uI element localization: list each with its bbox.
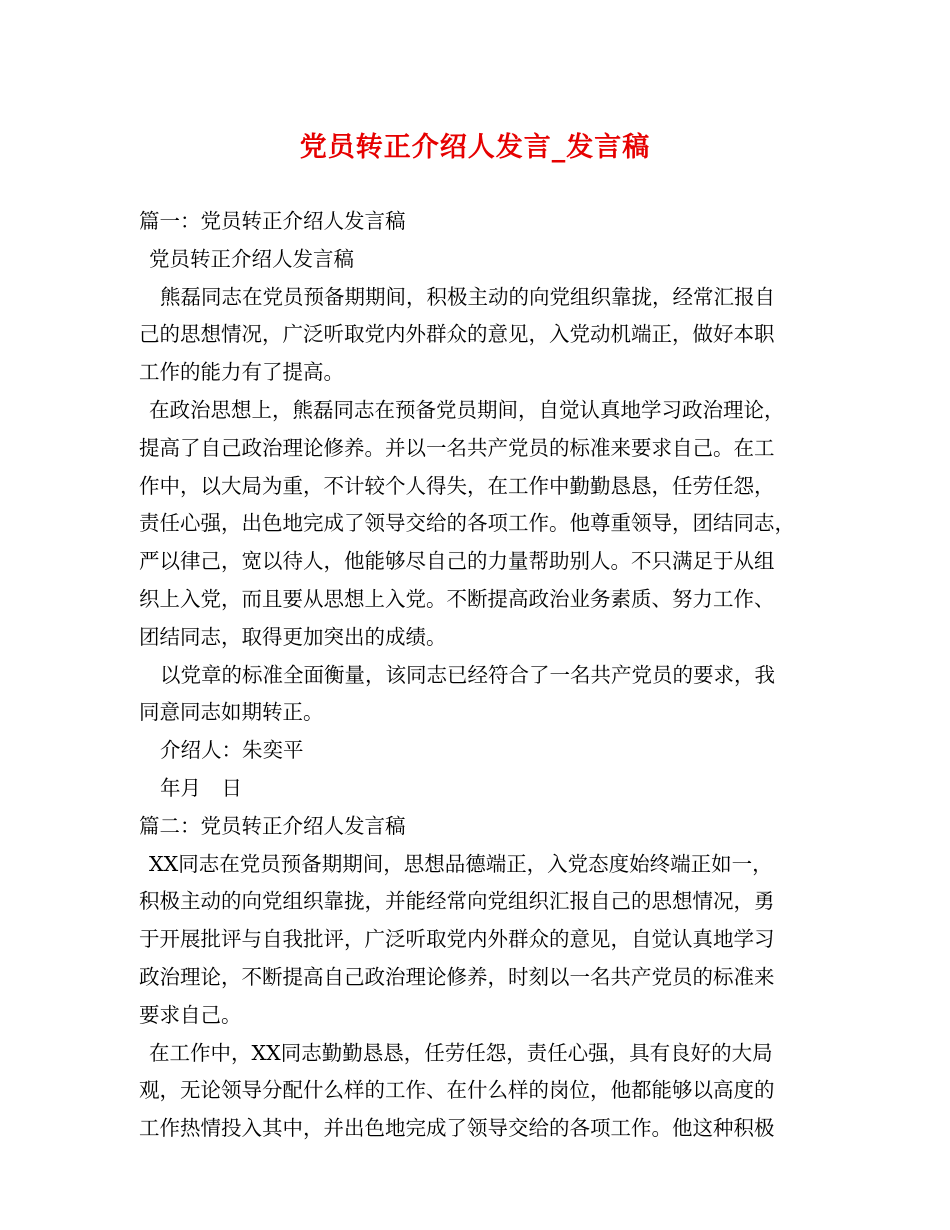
- date-line: 年月 日: [160, 775, 242, 800]
- section-heading: 篇二：党员转正介绍人发言稿: [139, 813, 406, 838]
- paragraph-line: 织上入党，而且要从思想上入党。不断提高政治业务素质、努力工作、: [139, 586, 775, 611]
- paragraph-line: 团结同志，取得更加突出的成绩。: [139, 624, 447, 649]
- paragraph-line: 同意同志如期转正。: [139, 700, 324, 725]
- paragraph-line: 工作热情投入其中，并出色地完成了领导交给的各项工作。他这种积极: [139, 1116, 775, 1141]
- paragraph-line: 观，无论领导分配什么样的工作、在什么样的岗位，他都能够以高度的: [139, 1078, 775, 1103]
- introducer-signature: 介绍人：朱奕平: [160, 738, 304, 763]
- paragraph-line: 于开展批评与自我批评，广泛听取党内外群众的意见，自觉认真地学习: [139, 927, 775, 952]
- paragraph-line: 要求自己。: [139, 1002, 242, 1027]
- paragraph-line: 作中，以大局为重，不计较个人得失，在工作中勤勤恳恳，任劳任怨，: [139, 473, 775, 498]
- paragraph-line: 政治理论，不断提高自己政治理论修养，时刻以一名共产党员的标准来: [139, 964, 775, 989]
- paragraph-line: 提高了自己政治理论修养。并以一名共产党员的标准来要求自己。在工: [139, 435, 775, 460]
- section-subtitle: 党员转正介绍人发言稿: [149, 246, 354, 271]
- paragraph-line: 工作的能力有了提高。: [139, 360, 344, 385]
- paragraph-line: 熊磊同志在党员预备期期间，积极主动的向党组织靠拢，经常汇报自: [160, 284, 775, 309]
- document-body: [139, 203, 839, 1148]
- section-heading: 篇一：党员转正介绍人发言稿: [139, 209, 406, 233]
- paragraph-line: XX同志在党员预备期期间，思想品德端正，入党态度始终端正如一，: [149, 851, 773, 876]
- paragraph-line: 责任心强，出色地完成了领导交给的各项工作。他尊重领导，团结同志，: [139, 511, 795, 536]
- paragraph-line: 在政治思想上，熊磊同志在预备党员期间，自觉认真地学习政治理论，: [149, 397, 785, 422]
- document-title: 党员转正介绍人发言_发言稿: [299, 132, 651, 163]
- paragraph-line: 严以律己，宽以待人，他能够尽自己的力量帮助别人。不只满足于从组: [139, 549, 775, 574]
- paragraph-line: 以党章的标准全面衡量，该同志已经符合了一名共产党员的要求，我: [160, 662, 775, 687]
- paragraph-line: 积极主动的向党组织靠拢，并能经常向党组织汇报自己的思想情况，勇: [139, 889, 775, 914]
- paragraph-line: 在工作中，XX同志勤勤恳恳，任劳任怨，责任心强，具有良好的大局: [149, 1040, 773, 1065]
- paragraph-line: 己的思想情况，广泛听取党内外群众的意见，入党动机端正，做好本职: [139, 322, 775, 347]
